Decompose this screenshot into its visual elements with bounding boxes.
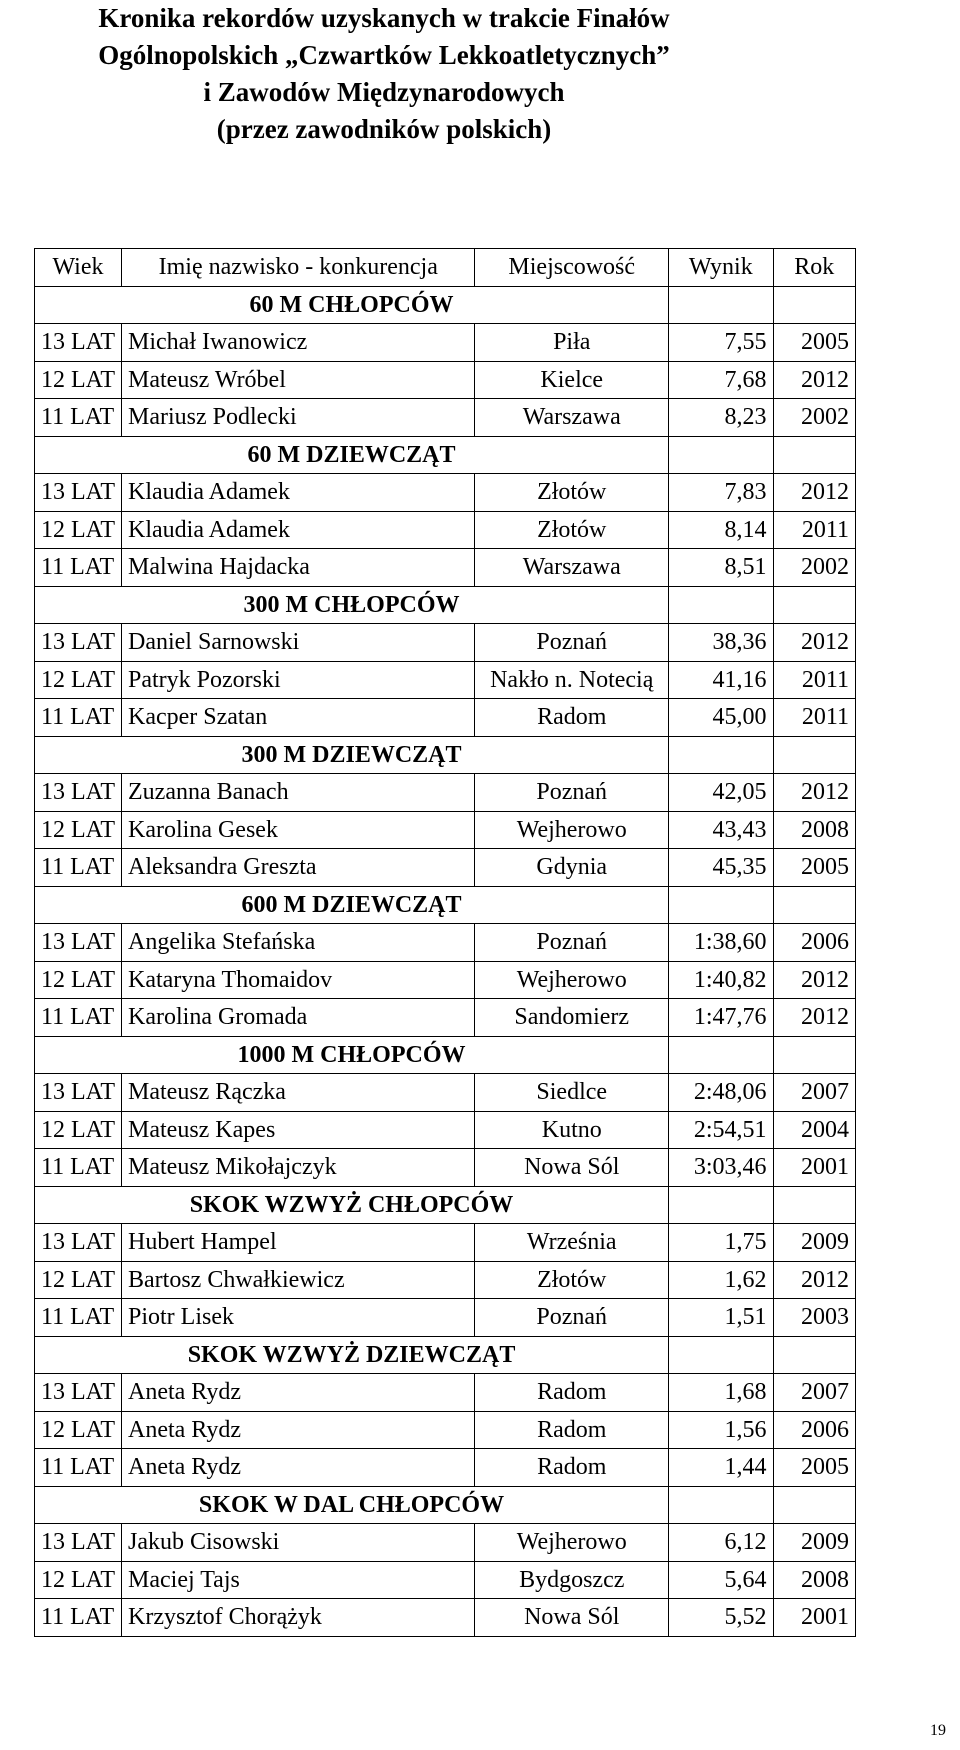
table-row (35, 961, 856, 999)
age-cell: 12 LAT (35, 961, 122, 999)
table-row (35, 999, 856, 1037)
empty-cell (773, 436, 855, 474)
section-title: SKOK W DAL CHŁOPCÓW (35, 1486, 669, 1524)
place-cell: Złotów (475, 1261, 669, 1299)
result-cell: 1:40,82 (669, 961, 774, 999)
result-cell: 45,35 (669, 849, 774, 887)
table-row (35, 774, 856, 812)
year-cell: 2009 (773, 1524, 855, 1562)
year-cell: 2004 (773, 1111, 855, 1149)
year-cell: 2012 (773, 474, 855, 512)
athlete-name-cell: Karolina Gesek (122, 811, 475, 849)
section-row (35, 1486, 856, 1524)
age-cell: 13 LAT (35, 1524, 122, 1562)
year-cell: 2008 (773, 1561, 855, 1599)
athlete-name-cell: Angelika Stefańska (122, 924, 475, 962)
table-row (35, 1599, 856, 1637)
place-cell: Wejherowo (475, 1524, 669, 1562)
year-cell: 2011 (773, 699, 855, 737)
result-cell: 6,12 (669, 1524, 774, 1562)
result-cell: 8,14 (669, 511, 774, 549)
empty-cell (669, 286, 774, 324)
table-row (35, 1561, 856, 1599)
result-cell: 41,16 (669, 661, 774, 699)
year-cell: 2007 (773, 1374, 855, 1412)
place-cell: Piła (475, 324, 669, 362)
section-row (35, 886, 856, 924)
table-row (35, 1224, 856, 1262)
result-cell: 1,62 (669, 1261, 774, 1299)
athlete-name-cell: Mateusz Wróbel (122, 361, 475, 399)
athlete-name-cell: Aleksandra Greszta (122, 849, 475, 887)
athlete-name-cell: Aneta Rydz (122, 1411, 475, 1449)
athlete-name-cell: Mateusz Rączka (122, 1074, 475, 1112)
place-cell: Poznań (475, 924, 669, 962)
athlete-name-cell: Mateusz Mikołajczyk (122, 1149, 475, 1187)
table-header-row (35, 249, 856, 287)
place-cell: Nowa Sól (475, 1599, 669, 1637)
place-cell: Radom (475, 1411, 669, 1449)
table-row (35, 511, 856, 549)
age-cell: 12 LAT (35, 1561, 122, 1599)
age-cell: 11 LAT (35, 1599, 122, 1637)
table-row (35, 1449, 856, 1487)
empty-cell (773, 886, 855, 924)
empty-cell (773, 586, 855, 624)
age-cell: 13 LAT (35, 474, 122, 512)
year-cell: 2009 (773, 1224, 855, 1262)
result-cell: 1:47,76 (669, 999, 774, 1037)
place-cell: Września (475, 1224, 669, 1262)
result-cell: 1:38,60 (669, 924, 774, 962)
place-cell: Wejherowo (475, 811, 669, 849)
age-cell: 12 LAT (35, 1261, 122, 1299)
header-result: Wynik (669, 249, 774, 287)
table-row (35, 699, 856, 737)
records-table (34, 248, 856, 1637)
place-cell: Kutno (475, 1111, 669, 1149)
year-cell: 2005 (773, 1449, 855, 1487)
year-cell: 2008 (773, 811, 855, 849)
age-cell: 13 LAT (35, 774, 122, 812)
athlete-name-cell: Aneta Rydz (122, 1449, 475, 1487)
age-cell: 11 LAT (35, 549, 122, 587)
result-cell: 43,43 (669, 811, 774, 849)
section-row (35, 1186, 856, 1224)
result-cell: 1,44 (669, 1449, 774, 1487)
table-row (35, 1261, 856, 1299)
result-cell: 38,36 (669, 624, 774, 662)
section-title: 1000 M CHŁOPCÓW (35, 1036, 669, 1074)
age-cell: 12 LAT (35, 1411, 122, 1449)
year-cell: 2012 (773, 961, 855, 999)
age-cell: 11 LAT (35, 1449, 122, 1487)
year-cell: 2012 (773, 1261, 855, 1299)
year-cell: 2005 (773, 849, 855, 887)
age-cell: 11 LAT (35, 399, 122, 437)
age-cell: 11 LAT (35, 1149, 122, 1187)
athlete-name-cell: Kataryna Thomaidov (122, 961, 475, 999)
age-cell: 12 LAT (35, 361, 122, 399)
title-line: i Zawodów Międzynarodowych (203, 77, 565, 107)
table-row (35, 1374, 856, 1412)
year-cell: 2012 (773, 624, 855, 662)
year-cell: 2001 (773, 1149, 855, 1187)
section-row (35, 586, 856, 624)
result-cell: 2:48,06 (669, 1074, 774, 1112)
place-cell: Radom (475, 1449, 669, 1487)
empty-cell (669, 586, 774, 624)
place-cell: Sandomierz (475, 999, 669, 1037)
section-row (35, 1036, 856, 1074)
year-cell: 2011 (773, 661, 855, 699)
empty-cell (773, 736, 855, 774)
athlete-name-cell: Patryk Pozorski (122, 661, 475, 699)
table-row (35, 811, 856, 849)
empty-cell (773, 1336, 855, 1374)
section-title: 60 M DZIEWCZĄT (35, 436, 669, 474)
section-row (35, 436, 856, 474)
empty-cell (669, 736, 774, 774)
place-cell: Siedlce (475, 1074, 669, 1112)
table-row (35, 399, 856, 437)
athlete-name-cell: Bartosz Chwałkiewicz (122, 1261, 475, 1299)
age-cell: 11 LAT (35, 849, 122, 887)
section-row (35, 736, 856, 774)
section-title: 60 M CHŁOPCÓW (35, 286, 669, 324)
year-cell: 2011 (773, 511, 855, 549)
empty-cell (773, 1486, 855, 1524)
result-cell: 1,56 (669, 1411, 774, 1449)
age-cell: 13 LAT (35, 924, 122, 962)
year-cell: 2012 (773, 999, 855, 1037)
year-cell: 2006 (773, 1411, 855, 1449)
section-row (35, 1336, 856, 1374)
section-title: SKOK WZWYŻ CHŁOPCÓW (35, 1186, 669, 1224)
place-cell: Poznań (475, 1299, 669, 1337)
result-cell: 8,23 (669, 399, 774, 437)
year-cell: 2003 (773, 1299, 855, 1337)
empty-cell (773, 1186, 855, 1224)
place-cell: Warszawa (475, 549, 669, 587)
section-title: 300 M DZIEWCZĄT (35, 736, 669, 774)
header-name: Imię nazwisko - konkurencja (122, 249, 475, 287)
athlete-name-cell: Zuzanna Banach (122, 774, 475, 812)
result-cell: 5,64 (669, 1561, 774, 1599)
empty-cell (669, 1336, 774, 1374)
page-number: 19 (930, 1722, 946, 1739)
athlete-name-cell: Krzysztof Chorążyk (122, 1599, 475, 1637)
result-cell: 1,75 (669, 1224, 774, 1262)
table-row (35, 1411, 856, 1449)
result-cell: 7,68 (669, 361, 774, 399)
result-cell: 42,05 (669, 774, 774, 812)
result-cell: 5,52 (669, 1599, 774, 1637)
table-row (35, 624, 856, 662)
table-row (35, 549, 856, 587)
athlete-name-cell: Michał Iwanowicz (122, 324, 475, 362)
age-cell: 13 LAT (35, 324, 122, 362)
empty-cell (773, 286, 855, 324)
title-line: (przez zawodników polskich) (216, 114, 552, 144)
place-cell: Warszawa (475, 399, 669, 437)
place-cell: Gdynia (475, 849, 669, 887)
athlete-name-cell: Aneta Rydz (122, 1374, 475, 1412)
year-cell: 2012 (773, 361, 855, 399)
empty-cell (669, 1186, 774, 1224)
place-cell: Złotów (475, 474, 669, 512)
year-cell: 2002 (773, 549, 855, 587)
year-cell: 2007 (773, 1074, 855, 1112)
age-cell: 12 LAT (35, 511, 122, 549)
title-line: Kronika rekordów uzyskanych w trakcie Finałów (98, 3, 670, 33)
header-year: Rok (773, 249, 855, 287)
athlete-name-cell: Jakub Cisowski (122, 1524, 475, 1562)
place-cell: Radom (475, 699, 669, 737)
athlete-name-cell: Klaudia Adamek (122, 511, 475, 549)
age-cell: 13 LAT (35, 1374, 122, 1412)
table-row (35, 661, 856, 699)
athlete-name-cell: Hubert Hampel (122, 1224, 475, 1262)
place-cell: Bydgoszcz (475, 1561, 669, 1599)
place-cell: Złotów (475, 511, 669, 549)
header-place: Miejscowość (475, 249, 669, 287)
year-cell: 2005 (773, 324, 855, 362)
age-cell: 11 LAT (35, 699, 122, 737)
place-cell: Poznań (475, 774, 669, 812)
athlete-name-cell: Karolina Gromada (122, 999, 475, 1037)
athlete-name-cell: Mateusz Kapes (122, 1111, 475, 1149)
age-cell: 12 LAT (35, 661, 122, 699)
place-cell: Nowa Sól (475, 1149, 669, 1187)
athlete-name-cell: Klaudia Adamek (122, 474, 475, 512)
title-line: Ogólnopolskich „Czwartków Lekkoatletycznych” (98, 40, 670, 70)
table-row (35, 361, 856, 399)
place-cell: Poznań (475, 624, 669, 662)
empty-cell (669, 886, 774, 924)
section-title: SKOK WZWYŻ DZIEWCZĄT (35, 1336, 669, 1374)
place-cell: Nakło n. Notecią (475, 661, 669, 699)
section-title: 300 M CHŁOPCÓW (35, 586, 669, 624)
table-row (35, 924, 856, 962)
table-row (35, 1111, 856, 1149)
empty-cell (773, 1036, 855, 1074)
section-title: 600 M DZIEWCZĄT (35, 886, 669, 924)
age-cell: 11 LAT (35, 1299, 122, 1337)
year-cell: 2002 (773, 399, 855, 437)
section-row (35, 286, 856, 324)
table-row (35, 1074, 856, 1112)
year-cell: 2006 (773, 924, 855, 962)
age-cell: 12 LAT (35, 811, 122, 849)
empty-cell (669, 436, 774, 474)
result-cell: 7,83 (669, 474, 774, 512)
result-cell: 45,00 (669, 699, 774, 737)
result-cell: 3:03,46 (669, 1149, 774, 1187)
result-cell: 8,51 (669, 549, 774, 587)
table-row (35, 324, 856, 362)
athlete-name-cell: Piotr Lisek (122, 1299, 475, 1337)
result-cell: 1,51 (669, 1299, 774, 1337)
place-cell: Kielce (475, 361, 669, 399)
athlete-name-cell: Malwina Hajdacka (122, 549, 475, 587)
athlete-name-cell: Mariusz Podlecki (122, 399, 475, 437)
age-cell: 13 LAT (35, 624, 122, 662)
result-cell: 7,55 (669, 324, 774, 362)
age-cell: 13 LAT (35, 1074, 122, 1112)
empty-cell (669, 1036, 774, 1074)
place-cell: Wejherowo (475, 961, 669, 999)
table-row (35, 1149, 856, 1187)
age-cell: 13 LAT (35, 1224, 122, 1262)
year-cell: 2001 (773, 1599, 855, 1637)
athlete-name-cell: Maciej Tajs (122, 1561, 475, 1599)
age-cell: 11 LAT (35, 999, 122, 1037)
table-row (35, 474, 856, 512)
table-row (35, 1524, 856, 1562)
document-title (34, 0, 734, 148)
empty-cell (669, 1486, 774, 1524)
age-cell: 12 LAT (35, 1111, 122, 1149)
place-cell: Radom (475, 1374, 669, 1412)
table-row (35, 1299, 856, 1337)
header-age: Wiek (35, 249, 122, 287)
result-cell: 1,68 (669, 1374, 774, 1412)
athlete-name-cell: Daniel Sarnowski (122, 624, 475, 662)
table-row (35, 849, 856, 887)
athlete-name-cell: Kacper Szatan (122, 699, 475, 737)
result-cell: 2:54,51 (669, 1111, 774, 1149)
year-cell: 2012 (773, 774, 855, 812)
